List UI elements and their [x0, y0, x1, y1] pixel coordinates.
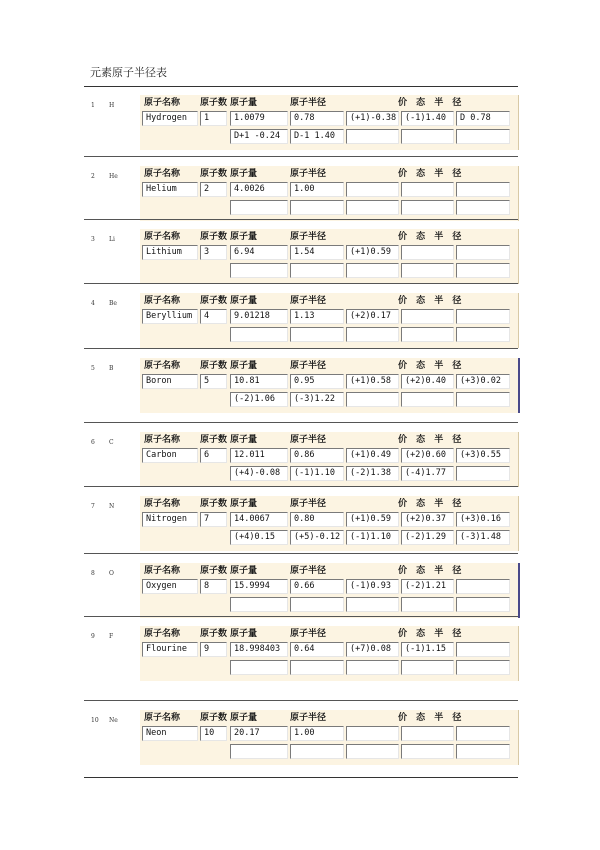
header-valence-radius: 价 态 半 径 — [398, 169, 465, 179]
valence-radius-field[interactable] — [290, 327, 344, 342]
valence-radius-field[interactable] — [456, 182, 510, 197]
atomic-radius-field[interactable]: 0.64 — [290, 642, 344, 657]
valence-radius-field[interactable] — [346, 129, 399, 144]
valence-radius-field[interactable]: (-3)1.22 — [290, 392, 344, 407]
valence-radius-field[interactable] — [401, 309, 454, 324]
valence-radius-field[interactable] — [290, 660, 344, 675]
header-atomic-mass: 原子量 — [230, 499, 258, 509]
header-atomic-number: 原子数 — [200, 629, 228, 639]
header-atom-name: 原子名称 — [144, 169, 181, 179]
atomic-radius-field[interactable]: 0.86 — [290, 448, 344, 463]
atomic-mass-field[interactable]: 18.998403 — [230, 642, 288, 657]
header-atomic-radius: 原子半径 — [290, 232, 327, 242]
header-atom-name: 原子名称 — [144, 435, 181, 445]
header-valence-radius: 价 态 半 径 — [398, 98, 465, 108]
atomic-radius-field[interactable]: 0.95 — [290, 374, 344, 389]
valence-radius-field[interactable] — [346, 263, 399, 278]
element-data-panel — [140, 432, 519, 487]
atomic-number-field[interactable]: 3 — [200, 245, 227, 260]
element-row — [84, 219, 518, 284]
valence-radius-field[interactable]: (+3)0.02 — [456, 374, 510, 389]
valence-radius-field[interactable] — [401, 129, 454, 144]
header-atomic-radius: 原子半径 — [290, 169, 327, 179]
header-atomic-mass: 原子量 — [230, 98, 258, 108]
header-atomic-radius: 原子半径 — [290, 713, 327, 723]
atomic-number-field[interactable]: 8 — [200, 579, 227, 594]
header-atomic-radius: 原子半径 — [290, 296, 327, 306]
valence-radius-field[interactable] — [230, 200, 288, 215]
element-symbol: N — [109, 503, 115, 510]
element-symbol: F — [109, 633, 114, 640]
header-atomic-radius: 原子半径 — [290, 566, 327, 576]
header-atomic-mass: 原子量 — [230, 629, 258, 639]
header-atomic-mass: 原子量 — [230, 296, 258, 306]
header-atom-name: 原子名称 — [144, 499, 181, 509]
atomic-radius-field[interactable]: 1.00 — [290, 726, 344, 741]
header-atom-name: 原子名称 — [144, 296, 181, 306]
header-valence-radius: 价 态 半 径 — [398, 361, 465, 371]
valence-radius-field[interactable] — [456, 726, 510, 741]
element-number: 6 — [91, 439, 95, 446]
atomic-mass-field[interactable]: 12.011 — [230, 448, 288, 463]
valence-radius-field[interactable] — [346, 327, 399, 342]
valence-radius-field[interactable] — [401, 726, 454, 741]
atomic-mass-field[interactable]: 10.81 — [230, 374, 288, 389]
atomic-mass-field[interactable]: 6.94 — [230, 245, 288, 260]
atomic-mass-field[interactable]: 20.17 — [230, 726, 288, 741]
element-symbol: B — [109, 365, 114, 372]
element-row — [84, 348, 518, 423]
document-title: 元素原子半径表 — [90, 66, 167, 79]
atomic-number-field[interactable]: 4 — [200, 309, 227, 324]
atomic-number-field[interactable]: 9 — [200, 642, 227, 657]
element-number: 5 — [91, 365, 95, 372]
valence-radius-field[interactable]: (+3)0.55 — [456, 448, 510, 463]
element-data-panel — [140, 293, 519, 348]
valence-radius-field[interactable]: (+1)0.59 — [346, 245, 399, 260]
header-atomic-mass: 原子量 — [230, 232, 258, 242]
valence-radius-field[interactable] — [456, 466, 510, 481]
valence-radius-field[interactable] — [456, 327, 510, 342]
valence-radius-field[interactable]: (-1)1.40 — [401, 111, 454, 126]
element-symbol: He — [109, 173, 118, 180]
header-valence-radius: 价 态 半 径 — [398, 499, 465, 509]
element-data-panel — [140, 626, 519, 681]
header-atomic-radius: 原子半径 — [290, 499, 327, 509]
valence-radius-field[interactable] — [456, 263, 510, 278]
element-symbol: C — [109, 439, 114, 446]
element-row — [84, 283, 518, 349]
header-valence-radius: 价 态 半 径 — [398, 435, 465, 445]
valence-radius-field[interactable] — [456, 597, 510, 612]
valence-radius-field[interactable]: (-1)1.10 — [290, 466, 344, 481]
valence-radius-field[interactable]: D-1 1.40 — [290, 129, 344, 144]
header-atomic-number: 原子数 — [200, 713, 228, 723]
valence-radius-field[interactable] — [401, 597, 454, 612]
element-symbol: H — [109, 102, 115, 109]
header-valence-radius: 价 态 半 径 — [398, 629, 465, 639]
header-atomic-number: 原子数 — [200, 98, 228, 108]
name-field[interactable]: Lithium — [142, 245, 198, 260]
header-atomic-radius: 原子半径 — [290, 435, 327, 445]
valence-radius-field[interactable]: (-2)1.21 — [401, 579, 454, 594]
valence-radius-field[interactable] — [456, 642, 510, 657]
valence-radius-field[interactable] — [290, 744, 344, 759]
header-atomic-number: 原子数 — [200, 169, 228, 179]
header-atomic-number: 原子数 — [200, 361, 228, 371]
element-number: 3 — [91, 236, 95, 243]
name-field[interactable]: Carbon — [142, 448, 198, 463]
element-number: 8 — [91, 570, 95, 577]
atomic-mass-field[interactable]: 15.9994 — [230, 579, 288, 594]
header-atomic-number: 原子数 — [200, 566, 228, 576]
atomic-radius-field[interactable]: 1.13 — [290, 309, 344, 324]
atomic-mass-field[interactable]: 4.0026 — [230, 182, 288, 197]
element-symbol: O — [109, 570, 114, 577]
valence-radius-field[interactable]: (-2)1.38 — [346, 466, 399, 481]
element-symbol: Li — [109, 236, 115, 243]
valence-radius-field[interactable] — [401, 744, 454, 759]
header-atomic-radius: 原子半径 — [290, 98, 327, 108]
atomic-number-field[interactable]: 1 — [200, 111, 227, 126]
atomic-number-field[interactable]: 5 — [200, 374, 227, 389]
valence-radius-field[interactable] — [290, 200, 344, 215]
atomic-radius-field[interactable]: 0.66 — [290, 579, 344, 594]
valence-radius-field[interactable] — [456, 579, 510, 594]
header-atom-name: 原子名称 — [144, 566, 181, 576]
valence-radius-field[interactable]: (+1)0.59 — [346, 512, 399, 527]
header-atomic-mass: 原子量 — [230, 169, 258, 179]
valence-radius-field[interactable]: (-3)1.48 — [456, 530, 510, 545]
valence-radius-field[interactable] — [456, 309, 510, 324]
header-atomic-radius: 原子半径 — [290, 629, 327, 639]
element-symbol: Be — [109, 300, 117, 307]
element-data-panel — [140, 358, 520, 413]
valence-radius-field[interactable] — [456, 200, 510, 215]
atomic-radius-field[interactable]: 1.54 — [290, 245, 344, 260]
valence-radius-field[interactable]: (-1)0.93 — [346, 579, 399, 594]
valence-radius-field[interactable]: (+2)0.37 — [401, 512, 454, 527]
valence-radius-field[interactable]: (+2)0.60 — [401, 448, 454, 463]
valence-radius-field[interactable] — [401, 392, 454, 407]
valence-radius-field[interactable] — [456, 129, 510, 144]
atomic-mass-field[interactable]: 1.0079 — [230, 111, 288, 126]
valence-radius-field[interactable]: D+1 -0.24 — [230, 129, 288, 144]
valence-radius-field[interactable] — [456, 245, 510, 260]
header-atom-name: 原子名称 — [144, 629, 181, 639]
valence-radius-field[interactable] — [401, 660, 454, 675]
valence-radius-field[interactable]: (-4)1.77 — [401, 466, 454, 481]
valence-radius-field[interactable] — [290, 263, 344, 278]
valence-radius-field[interactable]: (-1)1.10 — [346, 530, 399, 545]
valence-radius-field[interactable]: (+1)0.49 — [346, 448, 399, 463]
element-row — [84, 156, 518, 220]
valence-radius-field[interactable]: (+1)-0.38 — [346, 111, 399, 126]
valence-radius-field[interactable] — [230, 660, 288, 675]
valence-radius-field[interactable] — [401, 245, 454, 260]
valence-radius-field[interactable] — [456, 660, 510, 675]
element-number: 4 — [91, 300, 95, 307]
element-number: 10 — [91, 717, 99, 724]
valence-radius-field[interactable] — [401, 327, 454, 342]
valence-radius-field[interactable] — [346, 744, 399, 759]
valence-radius-field[interactable] — [290, 597, 344, 612]
name-field[interactable]: Neon — [142, 726, 198, 741]
atomic-radius-field[interactable]: 1.00 — [290, 182, 344, 197]
header-atomic-number: 原子数 — [200, 499, 228, 509]
header-valence-radius: 价 态 半 径 — [398, 566, 465, 576]
element-row — [84, 422, 518, 487]
header-atom-name: 原子名称 — [144, 713, 181, 723]
name-field[interactable]: Boron — [142, 374, 198, 389]
valence-radius-field[interactable]: (-1)1.15 — [401, 642, 454, 657]
element-number: 7 — [91, 503, 95, 510]
name-field[interactable]: Beryllium — [142, 309, 198, 324]
name-field[interactable]: Flourine — [142, 642, 198, 657]
element-row — [84, 486, 518, 554]
element-data-panel — [140, 563, 520, 618]
valence-radius-field[interactable] — [346, 200, 399, 215]
header-atomic-mass: 原子量 — [230, 435, 258, 445]
valence-radius-field[interactable]: (+5)-0.12 — [290, 530, 344, 545]
header-atomic-mass: 原子量 — [230, 361, 258, 371]
header-atomic-mass: 原子量 — [230, 713, 258, 723]
element-row — [84, 700, 518, 777]
header-valence-radius: 价 态 半 径 — [398, 713, 465, 723]
element-data-panel — [140, 710, 519, 765]
name-field[interactable]: Helium — [142, 182, 198, 197]
valence-radius-field[interactable]: (+2)0.17 — [346, 309, 399, 324]
element-data-panel — [140, 166, 519, 221]
element-number: 9 — [91, 633, 95, 640]
header-valence-radius: 价 态 半 径 — [398, 232, 465, 242]
atomic-number-field[interactable]: 6 — [200, 448, 227, 463]
name-field[interactable]: Oxygen — [142, 579, 198, 594]
valence-radius-field[interactable] — [346, 597, 399, 612]
valence-radius-field[interactable]: (+4)-0.08 — [230, 466, 288, 481]
header-atom-name: 原子名称 — [144, 232, 181, 242]
valence-radius-field[interactable] — [230, 327, 288, 342]
element-symbol: Ne — [109, 717, 118, 724]
valence-radius-field[interactable] — [401, 200, 454, 215]
name-field[interactable]: Nitrogen — [142, 512, 198, 527]
atomic-mass-field[interactable]: 14.0067 — [230, 512, 288, 527]
element-row — [84, 616, 518, 701]
valence-radius-field[interactable] — [401, 263, 454, 278]
element-data-panel — [140, 496, 519, 551]
valence-radius-field[interactable]: (-2)1.29 — [401, 530, 454, 545]
element-row — [84, 553, 518, 617]
header-atomic-radius: 原子半径 — [290, 361, 327, 371]
element-data-panel — [140, 95, 519, 150]
valence-radius-field[interactable] — [230, 263, 288, 278]
valence-radius-field[interactable] — [230, 597, 288, 612]
valence-radius-field[interactable] — [346, 392, 399, 407]
header-atomic-number: 原子数 — [200, 296, 228, 306]
element-data-panel — [140, 229, 519, 284]
atomic-radius-field[interactable]: 0.80 — [290, 512, 344, 527]
valence-radius-field[interactable]: (+1)0.58 — [346, 374, 399, 389]
valence-radius-field[interactable] — [456, 392, 510, 407]
valence-radius-field[interactable]: (-2)1.06 — [230, 392, 288, 407]
header-atom-name: 原子名称 — [144, 361, 181, 371]
header-atomic-mass: 原子量 — [230, 566, 258, 576]
valence-radius-field[interactable] — [346, 726, 399, 741]
atomic-mass-field[interactable]: 9.01218 — [230, 309, 288, 324]
valence-radius-field[interactable]: (+2)0.40 — [401, 374, 454, 389]
valence-radius-field[interactable]: (+7)0.08 — [346, 642, 399, 657]
atomic-number-field[interactable]: 10 — [200, 726, 227, 741]
element-row — [84, 86, 518, 156]
valence-radius-field[interactable]: (+4)0.15 — [230, 530, 288, 545]
element-number: 1 — [91, 102, 95, 109]
atomic-number-field[interactable]: 7 — [200, 512, 227, 527]
header-atom-name: 原子名称 — [144, 98, 181, 108]
name-field[interactable]: Hydrogen — [142, 111, 198, 126]
valence-radius-field[interactable] — [401, 182, 454, 197]
header-atomic-number: 原子数 — [200, 232, 228, 242]
valence-radius-field[interactable] — [346, 182, 399, 197]
valence-radius-field[interactable] — [346, 660, 399, 675]
valence-radius-field[interactable]: D 0.78 — [456, 111, 510, 126]
header-atomic-number: 原子数 — [200, 435, 228, 445]
header-valence-radius: 价 态 半 径 — [398, 296, 465, 306]
element-number: 2 — [91, 173, 95, 180]
atomic-radius-field[interactable]: 0.78 — [290, 111, 344, 126]
valence-radius-field[interactable] — [456, 744, 510, 759]
atomic-number-field[interactable]: 2 — [200, 182, 227, 197]
valence-radius-field[interactable]: (+3)0.16 — [456, 512, 510, 527]
valence-radius-field[interactable] — [230, 744, 288, 759]
